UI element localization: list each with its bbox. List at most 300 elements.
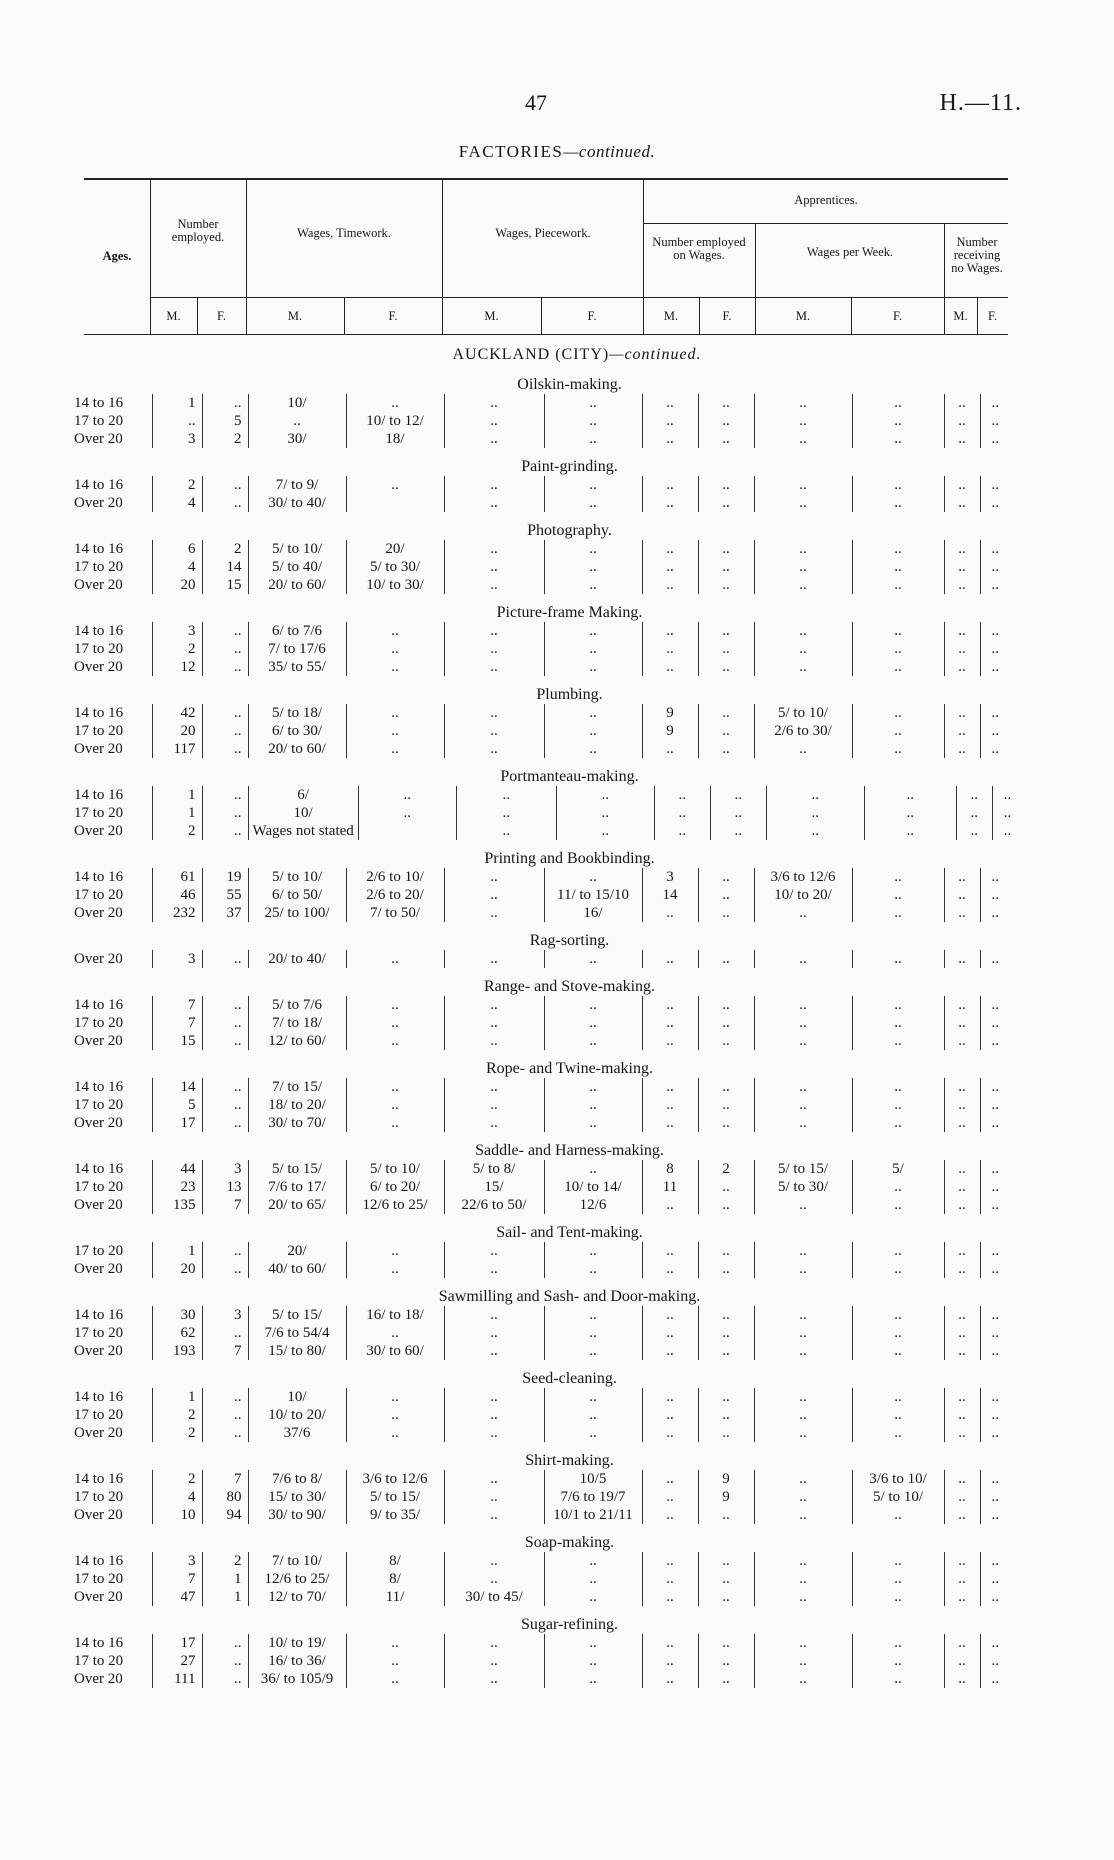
- table-cell: Over 20: [74, 659, 123, 675]
- table-cell: ..: [852, 1078, 944, 1096]
- table-row: [72, 1342, 1010, 1360]
- table-cell: 19: [202, 868, 248, 886]
- table-cell: ..: [358, 786, 456, 804]
- table-cell: ..: [202, 996, 248, 1014]
- table-cell: ..: [754, 494, 852, 512]
- table-cell: ..: [698, 996, 754, 1014]
- table-cell: ..: [852, 996, 944, 1014]
- table-cell: 30/ to 70/: [248, 1114, 346, 1132]
- table-cell: ..: [202, 1388, 248, 1406]
- table-cell: ..: [698, 476, 754, 494]
- table-cell: 25/ to 100/: [248, 904, 346, 922]
- table-cell: ..: [456, 786, 556, 804]
- table-cell: ..: [944, 1570, 980, 1588]
- table-cell: ..: [642, 1242, 698, 1260]
- header-f: F.: [722, 309, 732, 323]
- table-cell: ..: [852, 1242, 944, 1260]
- industry-title: Saddle- and Harness-making.: [475, 1142, 664, 1159]
- table-cell: 9: [642, 704, 698, 722]
- table-cell: ..: [980, 1470, 1010, 1488]
- table-cell: ..: [642, 1670, 698, 1688]
- table-row: [72, 1588, 1010, 1606]
- industry-table: [72, 622, 1010, 676]
- table-cell: 35/ to 55/: [248, 658, 346, 676]
- table-cell: 14 to 16: [74, 395, 124, 411]
- table-cell: ..: [754, 996, 852, 1014]
- table-cell: ..: [346, 950, 444, 968]
- table-row: [72, 950, 1010, 968]
- table-cell: 14 to 16: [74, 623, 124, 639]
- table-cell: ..: [852, 1260, 944, 1278]
- table-cell: ..: [642, 412, 698, 430]
- table-cell: ..: [544, 622, 642, 640]
- table-row: [72, 658, 1010, 676]
- header-wages-timework: Wages, Timework.: [297, 226, 391, 240]
- table-cell: ..: [698, 1406, 754, 1424]
- table-row: [72, 1032, 1010, 1050]
- table-cell: ..: [642, 394, 698, 412]
- table-cell: ..: [346, 476, 444, 494]
- table-cell: 4: [152, 1488, 202, 1506]
- table-cell: ..: [642, 996, 698, 1014]
- table-cell: ..: [944, 1670, 980, 1688]
- table-cell: Over 20: [74, 1197, 123, 1213]
- industry-table: [72, 540, 1010, 594]
- table-cell: ..: [544, 540, 642, 558]
- table-cell: 9: [698, 1488, 754, 1506]
- table-cell: ..: [852, 1196, 944, 1214]
- table-cell: ..: [346, 1078, 444, 1096]
- table-cell: ..: [544, 996, 642, 1014]
- table-header: [84, 178, 1008, 335]
- table-cell: ..: [346, 740, 444, 758]
- industry-section: [0, 604, 1114, 676]
- table-cell: ..: [852, 1342, 944, 1360]
- table-cell: ..: [944, 886, 980, 904]
- table-cell: ..: [444, 640, 544, 658]
- table-cell: 20: [152, 1260, 202, 1278]
- table-cell: ..: [754, 1670, 852, 1688]
- table-cell: 2: [698, 1160, 754, 1178]
- table-cell: 17 to 20: [74, 1015, 124, 1031]
- table-cell: ..: [556, 804, 654, 822]
- table-cell: ..: [544, 476, 642, 494]
- table-cell: ..: [944, 1032, 980, 1050]
- table-cell: ..: [980, 558, 1010, 576]
- header-f: F.: [388, 309, 398, 323]
- industry-section: [0, 850, 1114, 922]
- table-cell: ..: [852, 1096, 944, 1114]
- table-cell: ..: [852, 622, 944, 640]
- table-cell: 10/5: [544, 1470, 642, 1488]
- table-cell: ..: [852, 1588, 944, 1606]
- table-cell: ..: [698, 1196, 754, 1214]
- table-cell: ..: [980, 1406, 1010, 1424]
- table-row: [72, 1488, 1010, 1506]
- table-cell: ..: [698, 1114, 754, 1132]
- table-cell: Over 20: [74, 1507, 123, 1523]
- table-cell: ..: [544, 722, 642, 740]
- table-cell: ..: [358, 804, 456, 822]
- table-cell: ..: [754, 1424, 852, 1442]
- table-cell: ..: [944, 722, 980, 740]
- table-cell: ..: [698, 1032, 754, 1050]
- table-cell: ..: [698, 658, 754, 676]
- table-cell: 7/ to 10/: [248, 1552, 346, 1570]
- table-cell: ..: [642, 1342, 698, 1360]
- table-cell: 2: [152, 1406, 202, 1424]
- table-cell: ..: [944, 394, 980, 412]
- table-cell: 2: [152, 1470, 202, 1488]
- table-cell: ..: [698, 1670, 754, 1688]
- header-app-number-receiving: Number receiving no Wages.: [951, 235, 1003, 275]
- table-row: [72, 1160, 1010, 1178]
- table-cell: Over 20: [74, 1033, 123, 1049]
- table-cell: ..: [944, 1324, 980, 1342]
- table-cell: 1: [202, 1570, 248, 1588]
- table-cell: ..: [202, 658, 248, 676]
- table-cell: ..: [852, 1406, 944, 1424]
- running-title: [0, 142, 1114, 162]
- table-cell: ..: [980, 1588, 1010, 1606]
- table-cell: ..: [698, 1306, 754, 1324]
- table-cell: ..: [346, 996, 444, 1014]
- table-cell: 30/: [248, 430, 346, 448]
- table-cell: 42: [152, 704, 202, 722]
- table-row: [72, 996, 1010, 1014]
- table-row: [72, 1078, 1010, 1096]
- table-cell: ..: [544, 1014, 642, 1032]
- table-cell: ..: [444, 558, 544, 576]
- table-cell: ..: [544, 640, 642, 658]
- table-cell: 14 to 16: [74, 1471, 124, 1487]
- document-code: H.—11.: [939, 90, 1022, 116]
- table-cell: ..: [444, 950, 544, 968]
- table-cell: ..: [944, 576, 980, 594]
- table-cell: ..: [202, 1096, 248, 1114]
- header-number-employed: Number employed.: [171, 217, 225, 244]
- table-cell: ..: [544, 704, 642, 722]
- table-cell: ..: [654, 804, 710, 822]
- table-row: [72, 476, 1010, 494]
- table-cell: ..: [202, 640, 248, 658]
- table-cell: ..: [710, 804, 766, 822]
- industry-section: [0, 932, 1114, 968]
- header-m: M.: [287, 309, 303, 323]
- table-cell: 5/ to 15/: [346, 1488, 444, 1506]
- table-cell: 17 to 20: [74, 887, 124, 903]
- table-cell: 12/6 to 25/: [248, 1570, 346, 1588]
- industry-table: [72, 1470, 1010, 1524]
- table-cell: 1: [202, 1588, 248, 1606]
- table-cell: ..: [980, 1388, 1010, 1406]
- table-cell: 10/ to 12/: [346, 412, 444, 430]
- table-cell: ..: [944, 430, 980, 448]
- table-row: [72, 540, 1010, 558]
- table-row: [72, 1470, 1010, 1488]
- table-cell: 61: [152, 868, 202, 886]
- table-cell: ..: [444, 658, 544, 676]
- header-apprentices: Apprentices.: [794, 193, 858, 207]
- table-cell: 14 to 16: [74, 1389, 124, 1405]
- table-cell: ..: [698, 1242, 754, 1260]
- table-cell: Over 20: [74, 823, 123, 839]
- table-row: [72, 1406, 1010, 1424]
- table-cell: 5: [152, 1096, 202, 1114]
- table-cell: ..: [544, 1588, 642, 1606]
- table-cell: ..: [754, 1570, 852, 1588]
- table-row: [72, 576, 1010, 594]
- table-cell: ..: [444, 412, 544, 430]
- industry-title: Sail- and Tent-making.: [496, 1224, 643, 1241]
- table-cell: 117: [152, 740, 202, 758]
- table-cell: ..: [980, 1032, 1010, 1050]
- table-cell: ..: [544, 1114, 642, 1132]
- table-cell: ..: [202, 1014, 248, 1032]
- table-cell: ..: [852, 722, 944, 740]
- table-row: [72, 1178, 1010, 1196]
- table-cell: ..: [852, 494, 944, 512]
- industry-list: [0, 376, 1114, 1688]
- table-cell: ..: [992, 786, 1022, 804]
- table-cell: ..: [544, 1032, 642, 1050]
- table-cell: ..: [944, 658, 980, 676]
- table-cell: ..: [642, 1078, 698, 1096]
- table-cell: ..: [980, 1114, 1010, 1132]
- table-cell: ..: [698, 1634, 754, 1652]
- table-cell: ..: [642, 430, 698, 448]
- table-cell: 17 to 20: [74, 723, 124, 739]
- table-cell: 7: [202, 1470, 248, 1488]
- table-cell: Over 20: [74, 1425, 123, 1441]
- table-cell: ..: [944, 1388, 980, 1406]
- table-row: [72, 1114, 1010, 1132]
- table-cell: 3/6 to 12/6: [346, 1470, 444, 1488]
- table-row: [72, 786, 1022, 804]
- table-cell: ..: [698, 430, 754, 448]
- table-cell: 10/ to 14/: [544, 1178, 642, 1196]
- table-cell: ..: [980, 1342, 1010, 1360]
- table-cell: ..: [754, 1306, 852, 1324]
- table-cell: ..: [444, 1342, 544, 1360]
- table-cell: 47: [152, 1588, 202, 1606]
- table-cell: ..: [444, 576, 544, 594]
- table-cell: ..: [642, 1634, 698, 1652]
- table-cell: 9: [642, 722, 698, 740]
- table-cell: ..: [642, 1114, 698, 1132]
- region-heading: [40, 344, 1114, 366]
- table-cell: 27: [152, 1652, 202, 1670]
- table-cell: ..: [980, 494, 1010, 512]
- table-cell: ..: [980, 1506, 1010, 1524]
- table-cell: 3/6 to 12/6: [754, 868, 852, 886]
- table-cell: ..: [980, 1324, 1010, 1342]
- table-cell: ..: [944, 494, 980, 512]
- table-cell: ..: [980, 658, 1010, 676]
- table-cell: ..: [642, 476, 698, 494]
- table-cell: 8/: [346, 1570, 444, 1588]
- table-cell: ..: [852, 394, 944, 412]
- table-cell: ..: [444, 1488, 544, 1506]
- table-cell: ..: [152, 412, 202, 430]
- table-cell: ..: [992, 804, 1022, 822]
- table-cell: ..: [642, 1406, 698, 1424]
- table-cell: ..: [754, 1242, 852, 1260]
- table-cell: ..: [980, 1652, 1010, 1670]
- table-cell: ..: [202, 1670, 248, 1688]
- header-wages-piecework: Wages, Piecework.: [495, 226, 591, 240]
- table-cell: 10: [152, 1506, 202, 1524]
- table-cell: ..: [544, 1078, 642, 1096]
- table-cell: 12/ to 60/: [248, 1032, 346, 1050]
- table-cell: 1: [152, 1388, 202, 1406]
- table-cell: Over 20: [74, 1343, 123, 1359]
- table-cell: ..: [852, 476, 944, 494]
- industry-title: Plumbing.: [536, 686, 603, 703]
- table-cell: ..: [980, 950, 1010, 968]
- table-cell: 7/ to 15/: [248, 1078, 346, 1096]
- table-cell: 5/ to 7/6: [248, 996, 346, 1014]
- table-cell: ..: [944, 950, 980, 968]
- table-row: [72, 1242, 1010, 1260]
- table-cell: ..: [852, 868, 944, 886]
- table-cell: ..: [944, 704, 980, 722]
- table-cell: ..: [992, 822, 1022, 840]
- table-row: [72, 1260, 1010, 1278]
- table-cell: ..: [852, 576, 944, 594]
- table-cell: ..: [698, 540, 754, 558]
- table-cell: ..: [754, 1470, 852, 1488]
- industry-table: [72, 476, 1010, 512]
- table-cell: 5/ to 10/: [346, 1160, 444, 1178]
- table-cell: ..: [698, 1342, 754, 1360]
- table-cell: ..: [642, 950, 698, 968]
- table-cell: 30: [152, 1306, 202, 1324]
- table-cell: ..: [944, 1160, 980, 1178]
- table-row: [72, 1388, 1010, 1406]
- table-cell: ..: [852, 1670, 944, 1688]
- table-cell: ..: [698, 576, 754, 594]
- table-cell: 5/ to 10/: [248, 868, 346, 886]
- table-cell: 7/ to 50/: [346, 904, 444, 922]
- table-cell: 14 to 16: [74, 1079, 124, 1095]
- table-cell: ..: [544, 950, 642, 968]
- industry-table: [72, 1160, 1010, 1214]
- table-cell: ..: [754, 1342, 852, 1360]
- table-cell: 5/ to 10/: [248, 540, 346, 558]
- table-cell: ..: [944, 558, 980, 576]
- table-row: [72, 1506, 1010, 1524]
- table-cell: ..: [544, 494, 642, 512]
- table-cell: 5/ to 15/: [248, 1306, 346, 1324]
- table-cell: ..: [980, 996, 1010, 1014]
- table-cell: 55: [202, 886, 248, 904]
- table-cell: 94: [202, 1506, 248, 1524]
- table-cell: ..: [698, 640, 754, 658]
- table-cell: 17 to 20: [74, 805, 124, 821]
- table-cell: ..: [956, 786, 992, 804]
- industry-title: Sawmilling and Sash- and Door-making.: [438, 1288, 701, 1305]
- table-cell: [358, 822, 456, 840]
- table-cell: ..: [456, 822, 556, 840]
- table-cell: ..: [346, 1242, 444, 1260]
- table-cell: ..: [980, 1096, 1010, 1114]
- table-cell: ..: [754, 1014, 852, 1032]
- industry-table: [72, 1634, 1010, 1688]
- table-cell: ..: [642, 1470, 698, 1488]
- table-cell: 3/6 to 10/: [852, 1470, 944, 1488]
- table-cell: ..: [944, 1096, 980, 1114]
- industry-table: [72, 950, 1010, 968]
- table-cell: ..: [754, 1634, 852, 1652]
- table-cell: 1: [152, 394, 202, 412]
- table-cell: ..: [852, 540, 944, 558]
- table-cell: ..: [642, 540, 698, 558]
- table-row: [72, 822, 1022, 840]
- table-cell: ..: [444, 622, 544, 640]
- table-cell: 18/: [346, 430, 444, 448]
- header-m: M.: [663, 309, 679, 323]
- table-cell: ..: [754, 740, 852, 758]
- table-cell: ..: [980, 1488, 1010, 1506]
- table-cell: ..: [346, 722, 444, 740]
- table-cell: ..: [444, 704, 544, 722]
- table-cell: 3: [152, 430, 202, 448]
- table-cell: ..: [852, 1634, 944, 1652]
- industry-table: [72, 1078, 1010, 1132]
- table-cell: 20: [152, 576, 202, 594]
- table-cell: 80: [202, 1488, 248, 1506]
- table-cell: ..: [698, 886, 754, 904]
- industry-section: [0, 1060, 1114, 1132]
- table-cell: ..: [944, 1652, 980, 1670]
- table-cell: ..: [544, 1670, 642, 1688]
- table-cell: ..: [944, 1588, 980, 1606]
- table-cell: ..: [980, 394, 1010, 412]
- table-cell: ..: [444, 1506, 544, 1524]
- table-cell: 10/ to 20/: [248, 1406, 346, 1424]
- table-cell: 17: [152, 1634, 202, 1652]
- table-cell: ..: [698, 1506, 754, 1524]
- table-row: [72, 740, 1010, 758]
- table-cell: ..: [642, 622, 698, 640]
- table-cell: ..: [642, 640, 698, 658]
- table-row: [72, 1306, 1010, 1324]
- table-cell: ..: [544, 1552, 642, 1570]
- table-cell: ..: [444, 1470, 544, 1488]
- table-cell: ..: [754, 950, 852, 968]
- table-cell: 12: [152, 658, 202, 676]
- table-cell: ..: [202, 1260, 248, 1278]
- table-cell: 20/ to 60/: [248, 576, 346, 594]
- table-cell: ..: [654, 822, 710, 840]
- region-name: AUCKLAND (CITY): [452, 346, 610, 363]
- table-cell: 7/6 to 19/7: [544, 1488, 642, 1506]
- table-cell: 5/ to 15/: [248, 1160, 346, 1178]
- table-cell: 6/ to 30/: [248, 722, 346, 740]
- table-cell: ..: [248, 412, 346, 430]
- table-cell: ..: [852, 1506, 944, 1524]
- table-cell: ..: [444, 430, 544, 448]
- table-cell: 5/ to 10/: [754, 704, 852, 722]
- table-cell: ..: [980, 640, 1010, 658]
- table-cell: ..: [980, 1570, 1010, 1588]
- table-cell: ..: [754, 1406, 852, 1424]
- table-cell: ..: [980, 1424, 1010, 1442]
- title-continued: —continued.: [563, 142, 656, 161]
- table-cell: 7/ to 17/6: [248, 640, 346, 658]
- industry-title: Photography.: [527, 522, 612, 539]
